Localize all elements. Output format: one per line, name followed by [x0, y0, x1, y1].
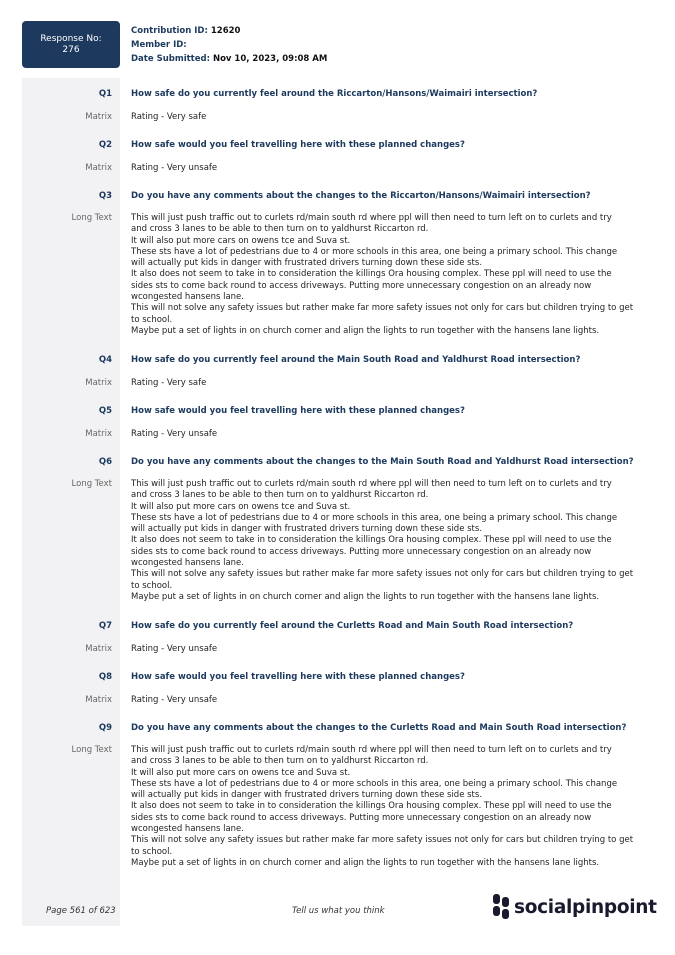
question-text: How safe would you feel travelling here with these planned changes? [131, 672, 465, 682]
question-text: How safe do you currently feel around the Main South Road and Yaldhurst Road intersection? [131, 355, 581, 365]
contribution-id-label: Contribution ID: [131, 26, 208, 36]
socialpinpoint-logo [492, 894, 657, 920]
date-submitted-line [131, 52, 327, 66]
contribution-id-value: 12620 [210, 26, 241, 36]
answer-type: Matrix [85, 378, 112, 388]
answer-text: Rating - Very unsafe [131, 163, 218, 173]
question-number: Q5 [98, 406, 112, 416]
contribution-id-line [131, 24, 327, 38]
question-text: How safe do you currently feel around the Curletts Road and Main South Road intersection? [131, 621, 574, 631]
answer-type: Matrix [85, 695, 112, 705]
question-number: Q6 [98, 457, 112, 467]
answer-type: Matrix [85, 644, 112, 654]
question-number: Q7 [98, 621, 112, 631]
question-text: How safe would you feel travelling here with these planned changes? [131, 140, 465, 150]
submission-meta [131, 24, 327, 66]
response-number-value: 276 [62, 45, 80, 55]
answer-text: This will just push traffic out to curlets rd/main south rd where ppl will then need to turn left on to curlets and try and cross 3 lanes to be able to then turn on to yaldhurst Riccarton rd. It will also put more cars on owens tce and Suva st. These sts have a lot of pedestrians due to 4 or more schools in this area, one being a primary school. This change will actually put kids in danger with frustrated drivers turning down these side sts. It also does not seem to take in to consideration the killings Ora housing complex. These ppl will need to use the sides sts to come back round to access driveways. Putting more unnecessary congestion on an already now wcongested hansens lane. This will not solve any safety issues but rather make far more safety issues not only for cars but children trying to get to school. Maybe put a set of lights in on church corner and align the lights to run together with the hansens lane lights. [131, 213, 634, 336]
page-number: Page 561 of 623 [46, 906, 116, 916]
question-text: How safe do you currently feel around the Riccarton/Hansons/Waimairi intersection? [131, 89, 538, 99]
answer-type: Matrix [85, 112, 112, 122]
member-id-label: Member ID: [131, 40, 187, 50]
question-number: Q2 [98, 140, 112, 150]
date-submitted-value: Nov 10, 2023, 09:08 AM [212, 54, 328, 64]
member-id-line [131, 38, 327, 52]
socialpinpoint-logo-icon [492, 894, 510, 920]
answer-type: Matrix [85, 163, 112, 173]
question-number: Q4 [98, 355, 112, 365]
answer-text: This will just push traffic out to curlets rd/main south rd where ppl will then need to turn left on to curlets and try and cross 3 lanes to be able to then turn on to yaldhurst Riccarton rd. It will also put more cars on owens tce and Suva st. These sts have a lot of pedestrians due to 4 or more schools in this area, one being a primary school. This change will actually put kids in danger with frustrated drivers turning down these side sts. It also does not seem to take in to consideration the killings Ora housing complex. These ppl will need to use the sides sts to come back round to access driveways. Putting more unnecessary congestion on an already now wcongested hansens lane. This will not solve any safety issues but rather make far more safety issues not only for cars but children trying to get to school. Maybe put a set of lights in on church corner and align the lights to run together with the hansens lane lights. [131, 479, 634, 602]
footer-tagline: Tell us what you think [292, 906, 385, 916]
question-text: Do you have any comments about the changes to the Curletts Road and Main South Road intersection? [131, 723, 627, 733]
question-number: Q8 [98, 672, 112, 682]
answer-type: Long Text [71, 745, 112, 755]
question-text: Do you have any comments about the changes to the Riccarton/Hansons/Waimairi intersection? [131, 191, 591, 201]
answer-text: Rating - Very safe [131, 112, 207, 122]
date-submitted-label: Date Submitted: [131, 54, 210, 64]
question-text: How safe would you feel travelling here with these planned changes? [131, 406, 465, 416]
answer-type: Long Text [71, 213, 112, 223]
logo-wordmark: socialpinpoint [514, 896, 657, 918]
response-number-badge [22, 21, 120, 68]
question-number: Q1 [98, 89, 112, 99]
question-number: Q9 [98, 723, 112, 733]
question-sidebar-column [22, 78, 120, 926]
answer-type: Matrix [85, 429, 112, 439]
response-number-label: Response No: [40, 34, 102, 44]
answer-type: Long Text [71, 479, 112, 489]
answer-text: Rating - Very unsafe [131, 695, 218, 705]
question-text: Do you have any comments about the changes to the Main South Road and Yaldhurst Road intersection? [131, 457, 634, 467]
question-number: Q3 [98, 191, 112, 201]
answer-text: Rating - Very unsafe [131, 429, 218, 439]
answer-text: This will just push traffic out to curlets rd/main south rd where ppl will then need to turn left on to curlets and try and cross 3 lanes to be able to then turn on to yaldhurst Riccarton rd. It will also put more cars on owens tce and Suva st. These sts have a lot of pedestrians due to 4 or more schools in this area, one being a primary school. This change will actually put kids in danger with frustrated drivers turning down these side sts. It also does not seem to take in to consideration the killings Ora housing complex. These ppl will need to use the sides sts to come back round to access driveways. Putting more unnecessary congestion on an already now wcongested hansens lane. This will not solve any safety issues but rather make far more safety issues not only for cars but children trying to get to school. Maybe put a set of lights in on church corner and align the lights to run together with the hansens lane lights. [131, 745, 634, 868]
answer-text: Rating - Very safe [131, 378, 207, 388]
answer-text: Rating - Very unsafe [131, 644, 218, 654]
